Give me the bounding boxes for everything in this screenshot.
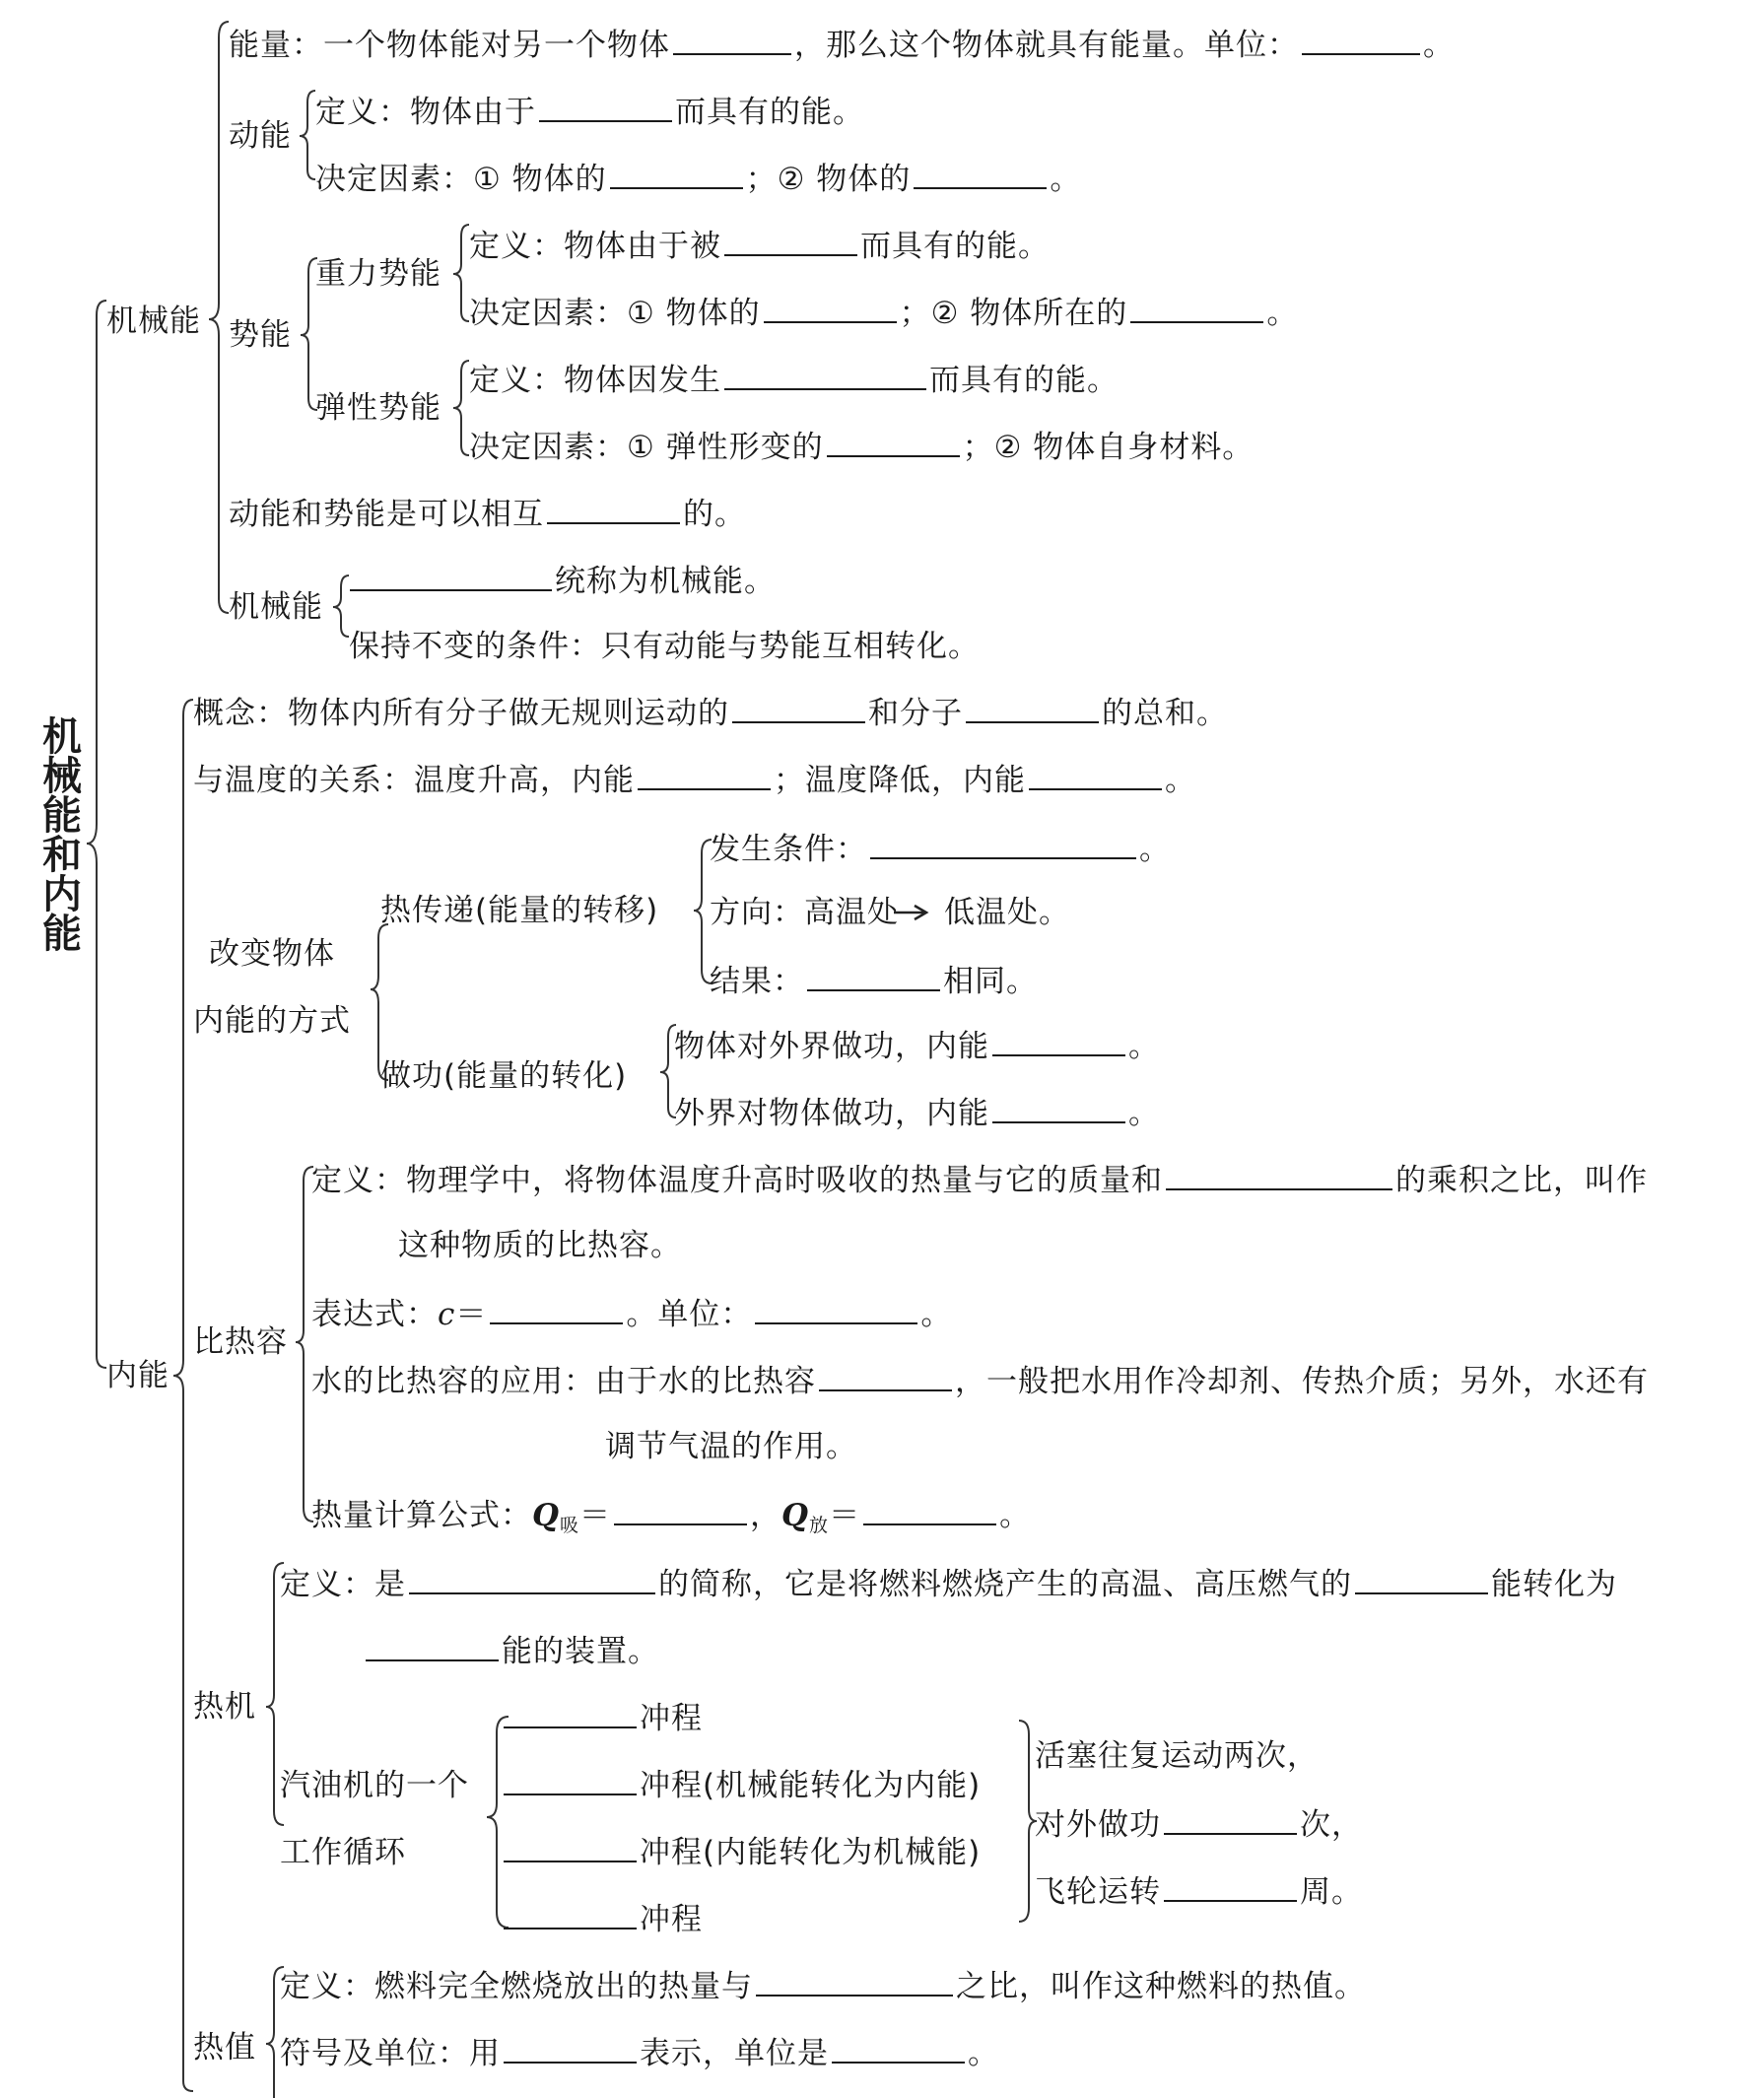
blank bbox=[638, 759, 771, 790]
blank bbox=[827, 426, 960, 457]
specific-water-cont: 调节气温的作用。 bbox=[605, 1429, 857, 1464]
blank bbox=[992, 1092, 1125, 1123]
gravity-def: 定义：物体由于被 而具有的能。 bbox=[469, 225, 1050, 266]
blank bbox=[350, 560, 552, 591]
branch-mechanical-label: 机械能 bbox=[106, 304, 201, 339]
blank bbox=[870, 828, 1136, 859]
blank bbox=[755, 1293, 917, 1324]
blank bbox=[732, 692, 865, 723]
gravity-factors: 决定因素：① 物体的 ；② 物体所在的 。 bbox=[469, 292, 1298, 333]
internal-concept: 概念：物体内所有分子做无规则运动的 和分子 的总和。 bbox=[193, 692, 1228, 733]
brace-internal bbox=[173, 700, 193, 2091]
specific-expression: 表达式：c＝ 。单位： 。 bbox=[311, 1293, 952, 1334]
blank bbox=[724, 359, 926, 390]
specific-heat-label: 比热容 bbox=[193, 1324, 288, 1360]
work-out: 物体对外界做功，内能 。 bbox=[674, 1025, 1160, 1066]
elastic-label: 弹性势能 bbox=[315, 390, 441, 426]
brace-main bbox=[87, 301, 106, 1368]
blank bbox=[832, 2032, 965, 2064]
heat-direction: 方向：高温处 低温处。 bbox=[710, 895, 1070, 930]
specific-def: 定义：物理学中，将物体温度升高时吸收的热量与它的质量和 的乘积之比，叫作 bbox=[311, 1159, 1648, 1200]
blank bbox=[756, 1965, 953, 1996]
blank bbox=[504, 1898, 637, 1929]
kinetic-def: 定义：物体由于 而具有的能。 bbox=[315, 91, 864, 132]
specific-def-cont: 这种物质的比热容。 bbox=[398, 1228, 682, 1263]
blank bbox=[366, 1630, 499, 1661]
blank bbox=[1302, 24, 1420, 55]
blank bbox=[614, 1494, 747, 1525]
heat-engine-label: 热机 bbox=[193, 1689, 256, 1725]
brace-mechanical bbox=[209, 22, 229, 613]
blank bbox=[724, 225, 857, 256]
brace-cycle bbox=[487, 1717, 509, 1928]
cycle-label-2: 工作循环 bbox=[280, 1835, 406, 1870]
blank bbox=[1164, 1870, 1297, 1902]
blank bbox=[504, 2032, 637, 2064]
blank bbox=[1355, 1563, 1488, 1594]
heat-condition: 发生条件： 。 bbox=[710, 828, 1171, 869]
cycle-work: 对外做功 次， bbox=[1035, 1803, 1363, 1845]
blank bbox=[807, 960, 940, 991]
blank bbox=[764, 292, 897, 323]
blank bbox=[1130, 292, 1263, 323]
specific-formula: 热量计算公式：$Q_吸=$ ，$Q_放=$ 。 bbox=[311, 1494, 1031, 1545]
blank bbox=[539, 91, 672, 122]
kinetic-label: 动能 bbox=[229, 118, 292, 154]
change-label-2: 内能的方式 bbox=[193, 1003, 351, 1039]
mechanical-label: 机械能 bbox=[229, 589, 323, 625]
stroke-compression: 冲程(机械能转化为内能) bbox=[501, 1764, 981, 1805]
cycle-piston: 活塞往复运动两次， bbox=[1035, 1738, 1319, 1774]
specific-water: 水的比热容的应用：由于水的比热容 ，一般把水用作冷却剂、传热介质；另外，水还有 bbox=[311, 1360, 1649, 1401]
conversion-line: 动能和势能是可以相互 的。 bbox=[229, 493, 746, 534]
engine-def-cont: 能的装置。 bbox=[363, 1630, 659, 1671]
cycle-label-1: 汽油机的一个 bbox=[280, 1768, 469, 1803]
blank bbox=[504, 1831, 637, 1862]
blank bbox=[1164, 1803, 1297, 1835]
mechanical-def: 统称为机械能。 bbox=[347, 560, 776, 601]
blank bbox=[863, 1494, 996, 1525]
fuel-value-label: 热值 bbox=[193, 2030, 256, 2065]
elastic-factors: 决定因素：① 弹性形变的 ；② 物体自身材料。 bbox=[469, 426, 1254, 467]
blank bbox=[409, 1563, 655, 1594]
blank bbox=[1166, 1159, 1392, 1190]
heat-result: 结果： 相同。 bbox=[710, 960, 1038, 1001]
fuel-def: 定义：燃料完全燃烧放出的热量与 之比，叫作这种燃料的热值。 bbox=[280, 1965, 1366, 2006]
work-in: 外界对物体做功，内能 。 bbox=[674, 1092, 1160, 1133]
blank bbox=[673, 24, 791, 55]
blank bbox=[504, 1764, 637, 1795]
stroke-power: 冲程(内能转化为机械能) bbox=[501, 1831, 981, 1872]
fuel-symbol: 符号及单位：用 表示，单位是 。 bbox=[280, 2032, 999, 2073]
branch-internal-label: 内能 bbox=[106, 1358, 170, 1393]
blank bbox=[610, 158, 743, 189]
heat-transfer-label: 热传递(能量的转移) bbox=[380, 893, 659, 928]
brace-kinetic bbox=[300, 91, 315, 179]
brace-gravity bbox=[453, 225, 469, 321]
mechanical-condition: 保持不变的条件：只有动能与势能互相转化。 bbox=[349, 629, 980, 664]
blank bbox=[490, 1293, 623, 1324]
elastic-def: 定义：物体因发生 而具有的能。 bbox=[469, 359, 1119, 400]
kinetic-factors: 决定因素：① 物体的 ；② 物体的 。 bbox=[315, 158, 1081, 199]
blank bbox=[914, 158, 1047, 189]
brace-specific bbox=[296, 1167, 313, 1522]
blank bbox=[966, 692, 1099, 723]
blank bbox=[504, 1697, 637, 1728]
work-label: 做功(能量的转化) bbox=[380, 1058, 628, 1094]
internal-temperature: 与温度的关系：温度升高，内能 ；温度降低，内能 。 bbox=[193, 759, 1196, 800]
gravity-label: 重力势能 bbox=[315, 256, 441, 292]
change-label-1: 改变物体 bbox=[209, 936, 335, 972]
blank bbox=[1029, 759, 1162, 790]
blank bbox=[992, 1025, 1125, 1056]
brace-elastic bbox=[453, 361, 469, 455]
potential-label: 势能 bbox=[229, 317, 292, 353]
stroke-intake: 冲程 bbox=[501, 1697, 703, 1738]
blank bbox=[547, 493, 680, 524]
energy-line: 能量：一个物体能对另一个物体 ，那么这个物体就具有能量。单位： 。 bbox=[229, 24, 1455, 65]
page-title: 机 械 能 和 内 能 bbox=[42, 713, 82, 957]
engine-def: 定义：是 的简称，它是将燃料燃烧产生的高温、高压燃气的 能转化为 bbox=[280, 1563, 1617, 1604]
blank bbox=[819, 1360, 952, 1391]
cycle-flywheel: 飞轮运转 周。 bbox=[1035, 1870, 1363, 1912]
stroke-exhaust: 冲程 bbox=[501, 1898, 703, 1939]
